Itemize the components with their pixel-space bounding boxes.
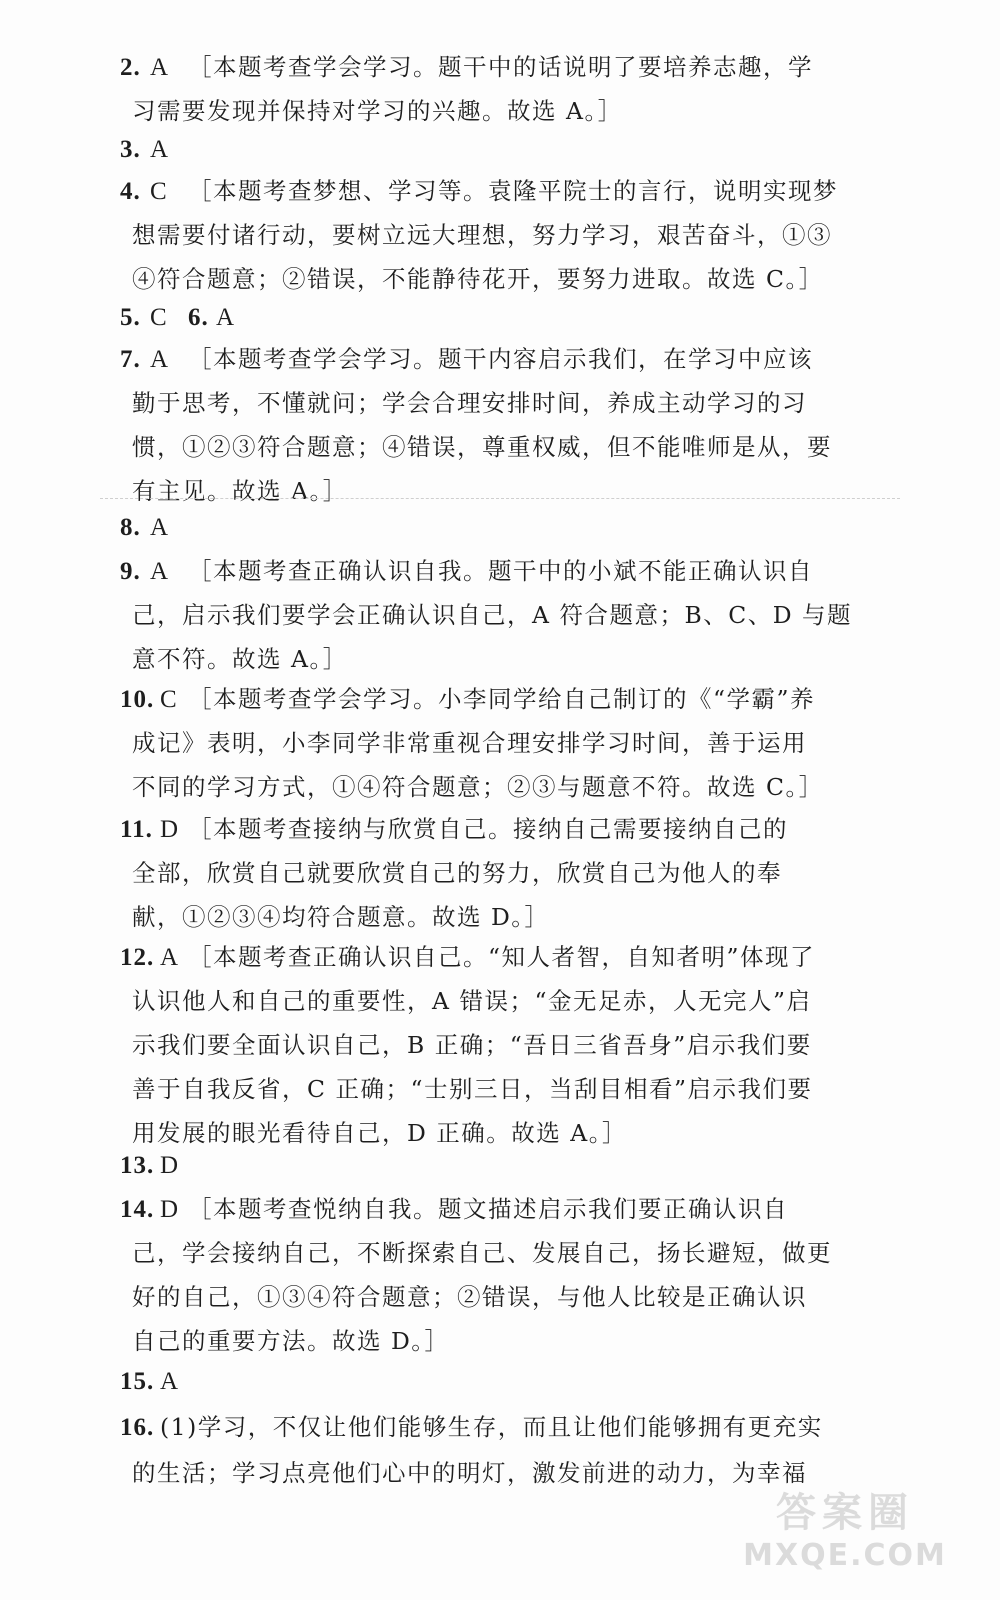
explanation-line: ［本题考查正确认识自己。“知人者智，自知者明”体现了 — [188, 943, 816, 971]
explanation-line: 的生活；学习点亮他们心中的明灯，激发前进的动力，为幸福 — [132, 1459, 807, 1487]
question-number: 7. — [120, 346, 141, 373]
question-number: 4. — [120, 178, 141, 205]
answer-letter: A — [160, 944, 180, 971]
explanation-line: 己，启示我们要学会正确认识自己，A 符合题意；B、C、D 与题 — [132, 601, 853, 629]
answer-letter: A — [150, 136, 170, 163]
explanation-line: 好的自己，①③④符合题意；②错误，与他人比较是正确认识 — [132, 1283, 807, 1311]
watermark-title: 答案圈 — [776, 1490, 914, 1536]
explanation-line: 不同的学习方式，①④符合题意；②③与题意不符。故选 C。］ — [132, 773, 824, 801]
watermark-logo — [730, 1488, 960, 1588]
answer-letter: C — [160, 686, 178, 713]
explanation-line: ［本题考查学会学习。小李同学给自己制订的《“学霸”养 — [188, 685, 816, 713]
question-number: 3. — [120, 136, 141, 163]
question-number: 11. — [120, 816, 153, 843]
watermark-url: MXQE.COM — [743, 1538, 947, 1573]
question-number: 6. — [188, 304, 209, 331]
explanation-line: 认识他人和自己的重要性，A 错误；“金无足赤，人无完人”启 — [132, 987, 812, 1015]
answer-text: (1)学习，不仅让他们能够生存，而且让他们能够拥有更充实 — [160, 1413, 823, 1441]
answer-letter: C — [150, 178, 168, 205]
answer-letter: D — [160, 816, 180, 843]
question-number: 2. — [120, 54, 141, 81]
explanation-line: 自己的重要方法。故选 D。］ — [132, 1327, 450, 1355]
question-number: 14. — [120, 1196, 155, 1223]
explanation-line: ［本题考查悦纳自我。题文描述启示我们要正确认识自 — [188, 1195, 788, 1223]
explanation-line: 全部，欣赏自己就要欣赏自己的努力，欣赏自己为他人的奉 — [132, 859, 782, 887]
explanation-line: 献，①②③④均符合题意。故选 D。］ — [132, 903, 550, 931]
question-number: 16. — [120, 1414, 155, 1441]
question-number: 9. — [120, 558, 141, 585]
explanation-line: 成记》表明，小李同学非常重视合理安排学习时间，善于运用 — [132, 729, 807, 757]
question-number: 12. — [120, 944, 155, 971]
answer-letter: D — [160, 1152, 180, 1179]
question-number: 13. — [120, 1152, 155, 1179]
question-number: 8. — [120, 514, 141, 541]
question-number: 15. — [120, 1368, 155, 1395]
explanation-line: ［本题考查梦想、学习等。袁隆平院士的言行，说明实现梦 — [188, 177, 838, 205]
page-divider — [100, 498, 900, 499]
answer-letter: A — [150, 346, 170, 373]
explanation-line: 善于自我反省，C 正确；“士别三日，当刮目相看”启示我们要 — [132, 1075, 813, 1103]
answer-letter: D — [160, 1196, 180, 1223]
explanation-line: ④符合题意；②错误，不能静待花开，要努力进取。故选 C。］ — [132, 265, 824, 293]
explanation-line: 己，学会接纳自己，不断探索自己、发展自己，扬长避短，做更 — [132, 1239, 832, 1267]
explanation-line: ［本题考查接纳与欣赏自己。接纳自己需要接纳自己的 — [188, 815, 788, 843]
explanation-line: 惯，①②③符合题意；④错误，尊重权威，但不能唯师是从，要 — [132, 433, 832, 461]
answer-letter: C — [150, 304, 168, 331]
answer-letter: A — [160, 1368, 180, 1395]
explanation-line: 意不符。故选 A。］ — [132, 645, 348, 673]
explanation-line: 示我们要全面认识自己，B 正确；“吾日三省吾身”启示我们要 — [132, 1031, 812, 1059]
question-number: 10. — [120, 686, 155, 713]
explanation-line: ［本题考查学会学习。题干内容启示我们，在学习中应该 — [188, 345, 813, 373]
answer-letter: A — [150, 54, 170, 81]
explanation-line: ［本题考查正确认识自我。题干中的小斌不能正确认识自 — [188, 557, 813, 585]
explanation-line: 有主见。故选 A。］ — [132, 477, 348, 505]
answer-letter: A — [150, 514, 170, 541]
explanation-line: 想需要付诸行动，要树立远大理想，努力学习，艰苦奋斗，①③ — [132, 221, 832, 249]
question-number: 5. — [120, 304, 141, 331]
explanation-line: ［本题考查学会学习。题干中的话说明了要培养志趣，学 — [188, 53, 813, 81]
explanation-line: 勤于思考，不懂就问；学会合理安排时间，养成主动学习的习 — [132, 389, 807, 417]
answer-letter: A — [150, 558, 170, 585]
explanation-line: 用发展的眼光看待自己，D 正确。故选 A。］ — [132, 1119, 628, 1147]
answer-letter: A — [216, 304, 236, 331]
explanation-line: 习需要发现并保持对学习的兴趣。故选 A。］ — [132, 97, 623, 125]
